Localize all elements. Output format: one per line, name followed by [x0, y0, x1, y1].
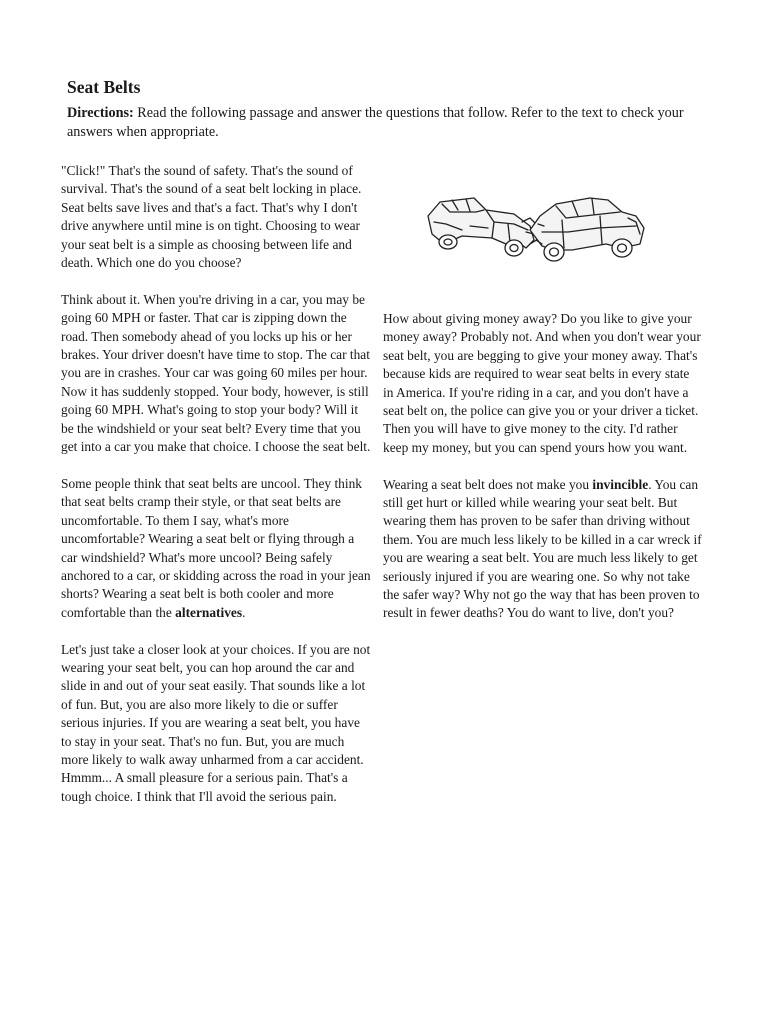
paragraph-invincible-text: . You can still get hurt or killed while wearing your seat belt. But wearing them has proven to be safer than driving without them. You are much less likely to be killed in a car wreck if you are wearing a seat belt. You are much less likely to get seriously injured if you are wearing one. So why not take the safer way? Why not go the way that has been proven to result in fewer deaths? You do want to live, don't you? — [383, 476, 702, 621]
vocab-invincible: invincible — [592, 476, 649, 492]
paragraph-uncool-end: . — [242, 604, 246, 620]
paragraph-think-about-it: Think about it. When you're driving in a car, you may be going 60 MPH or faster. That car is zipping down the road. Then somebody ahead of you locks up his or her brakes. Your driver doesn't have time to stop. The car that you are in crashes. Your car was going 60 miles per hour. Now it has suddenly stopped. Your body, however, is still going 60 MPH. What's going to stop your body? Will it be the windshield or your seat belt? Every time that you get into a car you make that choice. I choose the seat belt. — [61, 291, 371, 455]
vocab-alternatives: alternatives — [175, 604, 243, 620]
left-column — [61, 162, 373, 825]
paragraph-uncool-text: Some people think that seat belts are uncool. They think that seat belts cramp their style, or that seat belts are uncomfortable. To them I say, what's more uncomfortable? Wearing a seat belt or flying through a car windshield? What's more uncool? Being safely anchored to a car, or skidding across the road in your jean shorts? Wearing a seat belt is both cooler and more comfortable than the — [61, 475, 371, 620]
car-crash-icon — [422, 178, 648, 282]
paragraph-invincible-start: Wearing a seat belt does not make you — [383, 476, 593, 492]
directions-text: Read the following passage and answer the questions that follow. Refer to the text to check your answers when appropriate. — [67, 105, 684, 140]
directions-label: Directions: — [67, 105, 134, 121]
paragraph-click: "Click!" That's the sound of safety. That's the sound of survival. That's the sound of a seat belt locking in place. Seat belts save lives and that's a fact. That's why I don't drive anywhere until mine is on tight. Choosing to wear your seat belt is a simple as choosing between life and death. Which one do you choose? — [61, 163, 362, 271]
page-title: Seat Belts — [67, 77, 141, 97]
paragraph-uncool — [61, 475, 373, 622]
right-column — [383, 310, 703, 641]
paragraph-money: How about giving money away? Do you like to give your money away? Probably not. And when you don't wear your seat belt, you are begging to give your money away. That's because kids are required to wear seat belts in every state in America. If you're riding in a car, and you don't have a seat belt on, the police can give you or your driver a ticket. Then you will have to give money to the city. I'd rather keep my money, but you can spend yours how you want. — [383, 311, 701, 455]
paragraph-invincible — [383, 476, 703, 623]
directions — [67, 104, 707, 141]
paragraph-choices: Let's just take a closer look at your choices. If you are not wearing your seat belt, you can hop around the car and slide in and out of your seat easily. That sounds like a lot of fun. But, you are also more likely to die or suffer serious injuries. If you are wearing a seat belt, you have to stay in your seat. That's no fun. But, you are much more likely to walk away unharmed from a car accident. Hmmm... A small pleasure for a serious pain. That's a tough choice. I think that I'll avoid the serious pain. — [61, 641, 371, 804]
